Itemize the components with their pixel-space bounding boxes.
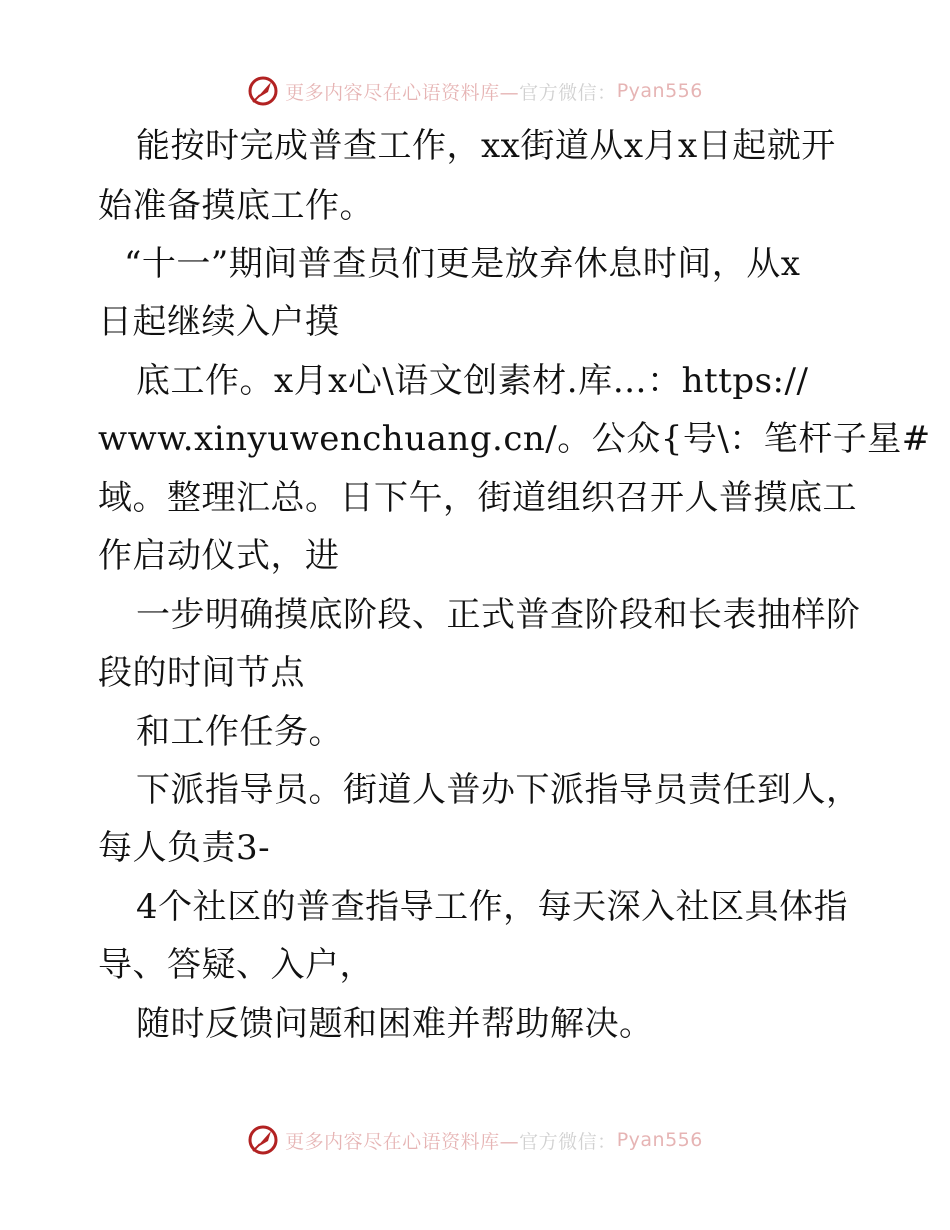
body-line: 随时反馈问题和困难并帮助解决。 bbox=[136, 1004, 654, 1044]
body-line: 和工作任务。 bbox=[136, 712, 343, 752]
footer-watermark bbox=[0, 1120, 950, 1160]
body-line: 段的时间节点 bbox=[98, 653, 305, 693]
body-line: 每人负责3- bbox=[98, 828, 271, 868]
body-line: 下派指导员。街道人普办下派指导员责任到人， bbox=[136, 770, 861, 810]
header-watermark bbox=[0, 71, 950, 111]
body-line: 一步明确摸底阶段、正式普查阶段和长表抽样阶 bbox=[136, 595, 861, 635]
footer-main-text: 更多内容尽在心语资料库— bbox=[285, 1130, 520, 1153]
body-line: 底工作。x月x心\语文创素材.库…：https:// bbox=[136, 361, 809, 401]
header-main-text: 更多内容尽在心语资料库— bbox=[285, 81, 520, 104]
header-wechat-label: 官方微信： bbox=[519, 81, 617, 104]
body-line: 日起继续入户摸 bbox=[98, 302, 340, 342]
quill-logo-icon bbox=[247, 1124, 279, 1156]
body-line: “十一”期间普查员们更是放弃休息时间，从x bbox=[124, 244, 801, 284]
body-line: 能按时完成普查工作，xx街道从x月x日起就开 bbox=[136, 126, 836, 166]
body-line: 域。整理汇总。日下午，街道组织召开人普摸底工 bbox=[98, 478, 857, 518]
body-line: 作启动仪式，进 bbox=[98, 536, 340, 576]
body-line: www.xinyuwenchuang.cn/。公众{号\：笔杆子星# bbox=[98, 419, 931, 459]
body-line: 导、答疑、入户， bbox=[98, 945, 374, 985]
footer-wechat-id: Pyan556 bbox=[616, 1129, 703, 1151]
body-line: 4个社区的普查指导工作，每天深入社区具体指 bbox=[136, 887, 849, 927]
quill-logo-icon bbox=[247, 75, 279, 107]
footer-wechat-label: 官方微信： bbox=[519, 1130, 617, 1153]
header-wechat-id: Pyan556 bbox=[616, 80, 703, 102]
body-line: 始准备摸底工作。 bbox=[98, 186, 374, 226]
